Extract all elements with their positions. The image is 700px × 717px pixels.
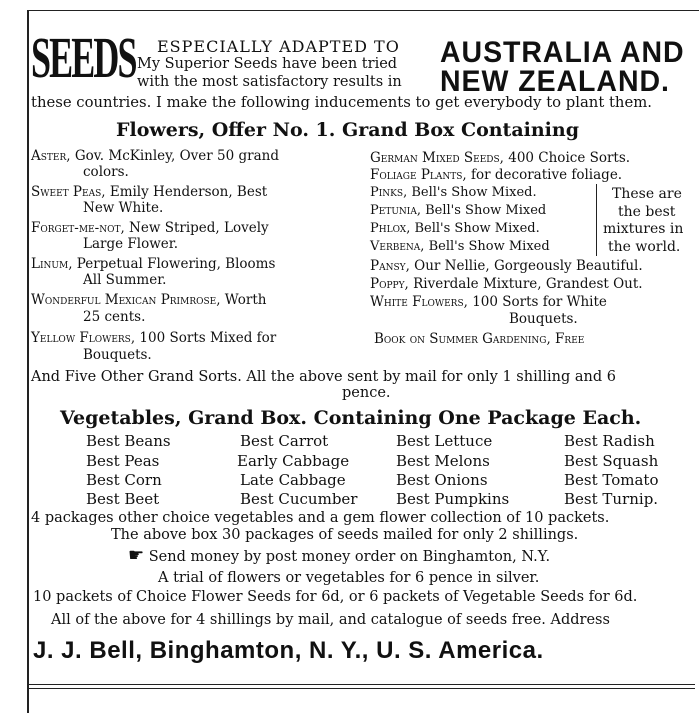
address-footer: J. J. Bell, Binghamton, N. Y., U. S. America. (33, 637, 544, 664)
bracket-divider (596, 184, 597, 256)
list-item: Forget-me-not, New Striped, Lovely (31, 220, 269, 236)
grand-sorts-line: And Five Other Grand Sorts. All the above sent by mail for only 1 shilling and 6 (31, 369, 616, 385)
packets-line: 10 packets of Choice Flower Seeds for 6d, or 6 packets of Vegetable Seeds for 6d. (33, 589, 638, 605)
list-item: Foliage Plants, for decorative foliage. (370, 167, 623, 183)
veg-item: Best Carrot (240, 432, 329, 450)
veg-item: Best Pumpkins (396, 490, 510, 508)
list-item-cont: Bouquets. (83, 347, 152, 363)
pointing-hand-icon: ☛ (128, 545, 145, 566)
book-offer: Book on Summer Gardening, Free (374, 331, 585, 347)
veg-item: Best Radish (564, 432, 655, 450)
bracket-note-line: These are (612, 186, 682, 202)
catalogue-line: All of the above for 4 shillings by mail, and catalogue of seeds free. Address (51, 612, 610, 628)
trial-line: A trial of flowers or vegetables for 6 pence in silver. (158, 570, 540, 586)
list-item-cont: All Summer. (83, 272, 167, 288)
bottom-rule (27, 684, 695, 685)
bottom-rule-2 (27, 688, 695, 689)
list-item: Pinks, Bell's Show Mixed. (370, 185, 537, 200)
grand-sorts-line-cont: pence. (342, 385, 391, 401)
list-item: Sweet Peas, Emily Henderson, Best (31, 184, 268, 200)
header-adapted-to: ESPECIALLY ADAPTED TO (157, 37, 400, 56)
list-item: Petunia, Bell's Show Mixed (370, 203, 547, 218)
vegetables-title: Vegetables, Grand Box. Containing One Package Each. (60, 407, 642, 429)
country-new-zealand: NEW ZEALAND. (440, 65, 670, 98)
list-item: Linum, Perpetual Flowering, Blooms (31, 256, 276, 272)
veg-item: Early Cabbage (237, 452, 350, 470)
list-item: Poppy, Riverdale Mixture, Grandest Out. (370, 276, 643, 292)
veg-item: Best Tomato (564, 471, 659, 489)
list-item-cont: Large Flower. (83, 236, 179, 252)
price-line: The above box 30 packages of seeds mailed for only 2 shillings. (111, 527, 579, 543)
veg-item: Best Cucumber (240, 490, 358, 508)
header-tried-line: My Superior Seeds have been tried (137, 56, 398, 72)
veg-item: Best Beet (86, 490, 160, 508)
veg-item: Best Peas (86, 452, 160, 470)
extra-packages-line: 4 packages other choice vegetables and a gem flower collection of 10 packets. (31, 510, 610, 526)
flowers-title: Flowers, Offer No. 1. Grand Box Containing (116, 119, 579, 141)
list-item: German Mixed Seeds, 400 Choice Sorts. (370, 150, 631, 166)
header-results-line: with the most satisfactory results in (137, 74, 402, 90)
list-item-cont: Bouquets. (509, 311, 578, 327)
veg-item: Late Cabbage (240, 471, 346, 489)
list-item: Pansy, Our Nellie, Gorgeously Beautiful. (370, 258, 643, 274)
list-item: White Flowers, 100 Sorts for White (370, 294, 607, 310)
header-inducements: these countries. I make the following inducements to get everybody to plant them. (31, 94, 652, 111)
seeds-headline: SEEDS (31, 25, 136, 90)
veg-item: Best Turnip. (564, 490, 659, 508)
bracket-note-line: the best (618, 204, 676, 220)
list-item-cont: 25 cents. (83, 309, 146, 325)
veg-item: Best Onions (396, 471, 488, 489)
list-item: Yellow Flowers, 100 Sorts Mixed for (31, 330, 277, 346)
veg-item: Best Corn (86, 471, 162, 489)
list-item: Phlox, Bell's Show Mixed. (370, 221, 540, 236)
bracket-note-line: the world. (608, 239, 681, 255)
list-item-cont: New White. (83, 200, 164, 216)
money-order-line: ☛ Send money by post money order on Binghamton, N.Y. (128, 545, 551, 566)
bracket-note-line: mixtures in (603, 221, 684, 237)
veg-item: Best Lettuce (396, 432, 493, 450)
veg-item: Best Melons (396, 452, 490, 470)
list-item: Wonderful Mexican Primrose, Worth (31, 292, 267, 308)
veg-item: Best Squash (564, 452, 659, 470)
list-item: Verbena, Bell's Show Mixed (370, 239, 550, 254)
veg-item: Best Beans (86, 432, 171, 450)
list-item: Aster, Gov. McKinley, Over 50 grand (31, 148, 279, 164)
list-item-cont: colors. (83, 164, 129, 180)
country-australia: AUSTRALIA AND (440, 36, 685, 69)
